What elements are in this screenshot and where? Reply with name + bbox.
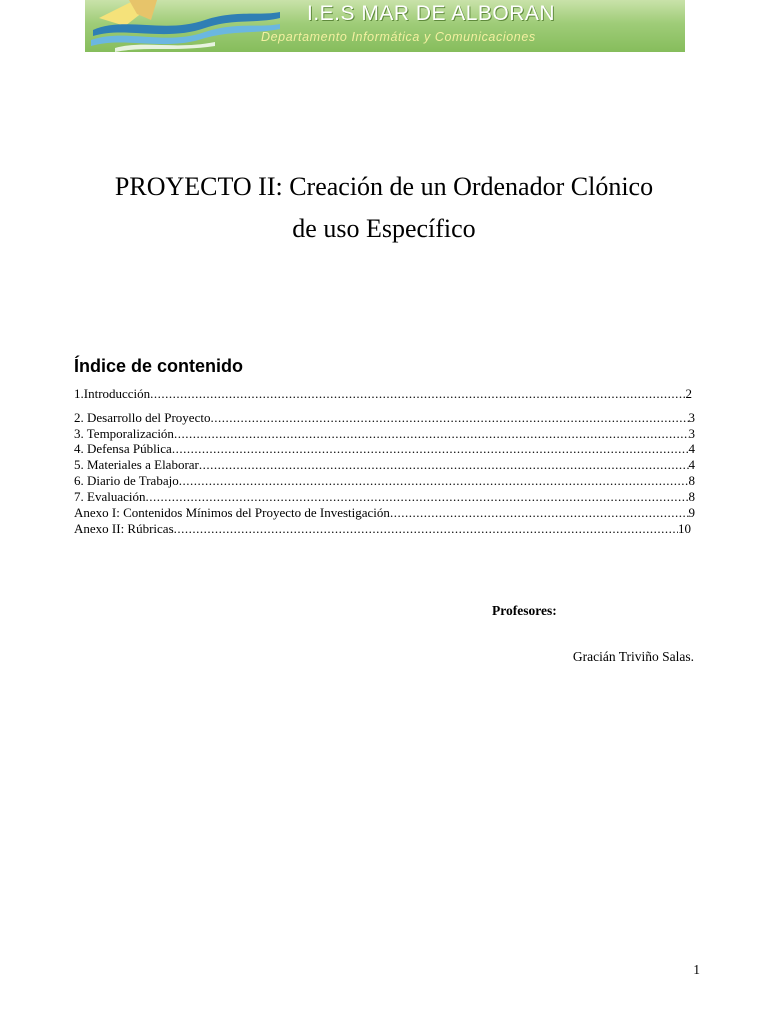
toc-leader-dots bbox=[145, 489, 688, 504]
toc-entry-label: 7. Evaluación bbox=[74, 489, 146, 504]
toc-entry-label: 2. Desarrollo del Proyecto bbox=[74, 410, 211, 425]
toc-entry-page: 4 bbox=[688, 441, 695, 456]
toc-entry-label: Anexo II: Rúbricas bbox=[74, 521, 174, 536]
toc-entry-page: 4 bbox=[688, 457, 695, 472]
toc-leader-dots bbox=[179, 473, 689, 488]
toc-entry-defensa[interactable] bbox=[74, 441, 695, 456]
toc-entry-label: 5. Materiales a Elaborar bbox=[74, 457, 199, 472]
toc-entry-temporalizacion[interactable] bbox=[74, 426, 695, 441]
toc-entry-materiales[interactable] bbox=[74, 457, 695, 472]
toc-entry-label: Anexo I: Contenidos Mínimos del Proyecto de Investigación bbox=[74, 505, 390, 520]
page-number: 1 bbox=[693, 962, 700, 977]
toc-entry-desarrollo[interactable] bbox=[74, 410, 695, 425]
toc-entry-anexo-1[interactable] bbox=[74, 505, 695, 520]
teachers-label: Profesores: bbox=[492, 603, 557, 618]
school-logo-icon bbox=[85, 0, 285, 52]
document-title bbox=[0, 166, 768, 250]
toc-entry-label: 3. Temporalización bbox=[74, 426, 174, 441]
toc-entry-page: 3 bbox=[688, 410, 695, 425]
teacher-name: Gracián Triviño Salas. bbox=[572, 649, 694, 664]
toc-leader-dots bbox=[174, 521, 678, 536]
title-line-1: PROYECTO II: Creación de un Ordenador Clónico bbox=[114, 172, 654, 201]
toc-entry-diario[interactable] bbox=[74, 473, 695, 488]
school-name: I.E.S MAR DE ALBORAN bbox=[307, 2, 556, 25]
toc-entry-page: 8 bbox=[688, 473, 695, 488]
toc-heading: Índice de contenido bbox=[74, 356, 244, 376]
toc-entry-introduccion[interactable] bbox=[74, 386, 692, 401]
toc-entry-label: 4. Defensa Pública bbox=[74, 441, 172, 456]
toc-entry-page: 10 bbox=[678, 521, 691, 536]
toc-leader-dots bbox=[210, 410, 688, 425]
toc-leader-dots bbox=[390, 505, 689, 520]
toc-entry-label: 1.Introducción bbox=[74, 386, 151, 401]
toc-leader-dots bbox=[174, 426, 689, 441]
toc-leader-dots bbox=[172, 441, 689, 456]
header-banner bbox=[85, 0, 685, 52]
toc-entry-label: 6. Diario de Trabajo bbox=[74, 473, 179, 488]
toc-leader-dots bbox=[150, 386, 685, 401]
toc-leader-dots bbox=[199, 457, 689, 472]
department-name: Departamento Informática y Comunicaciones bbox=[261, 30, 536, 44]
toc-entry-evaluacion[interactable] bbox=[74, 489, 695, 504]
title-line-2: de uso Específico bbox=[292, 214, 476, 243]
toc-entry-page: 8 bbox=[688, 489, 695, 504]
toc-entry-anexo-2[interactable] bbox=[74, 521, 691, 536]
toc-entry-page: 3 bbox=[688, 426, 695, 441]
toc-entry-page: 9 bbox=[688, 505, 695, 520]
toc-entry-page: 2 bbox=[685, 386, 692, 401]
